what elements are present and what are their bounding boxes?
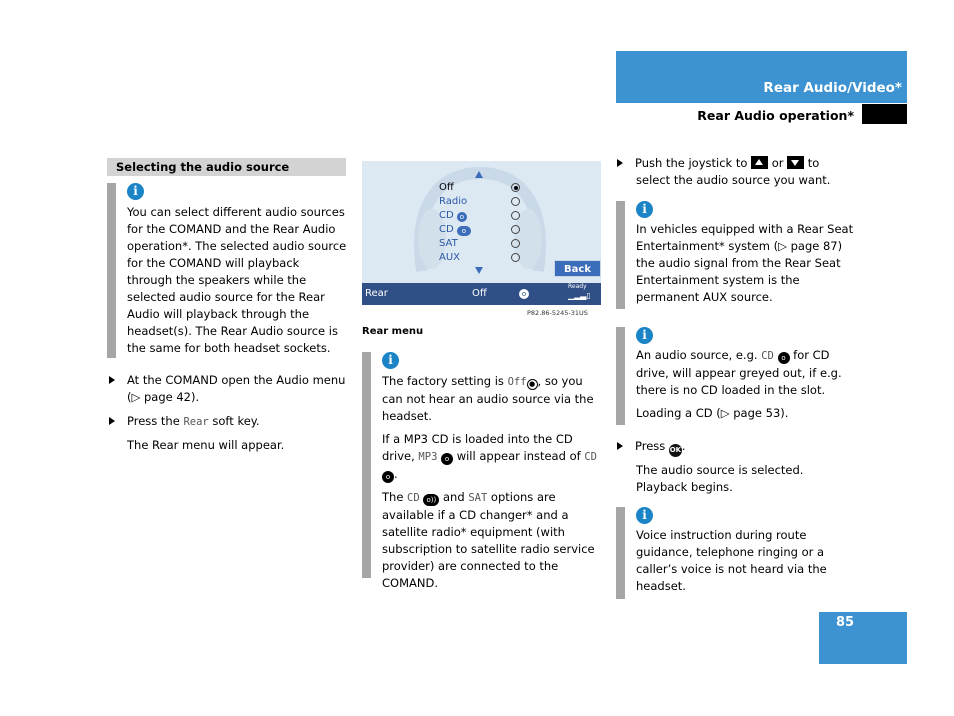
- info-box-rear-seat: [616, 201, 856, 309]
- cd-changer-icon: o)): [423, 494, 439, 506]
- status-value: Off: [472, 288, 487, 299]
- info-box-greyed-out: [616, 327, 856, 425]
- scroll-down-icon: [475, 267, 483, 274]
- cd-disc-icon: o: [382, 471, 394, 483]
- radio-radio[interactable]: [511, 197, 520, 206]
- bullet-arrow-icon: [109, 376, 115, 384]
- radio-cd-changer[interactable]: [511, 225, 520, 234]
- section-marker: [862, 104, 907, 124]
- figure-caption: Rear menu: [362, 326, 424, 337]
- menu-item-cd-changer[interactable]: CD o: [439, 223, 471, 236]
- ready-label: Ready: [568, 283, 587, 290]
- cd-icon: o: [457, 212, 467, 222]
- rear-softkey-label: Rear: [183, 416, 209, 428]
- bullet-arrow-icon: [617, 159, 623, 167]
- info-voice-text: Voice instruction during route guidance, telephone ringing or a caller’s voice is not heard via the headset.: [636, 528, 827, 593]
- info-box-factory-setting: [362, 352, 602, 590]
- info-box-audio-sources: [107, 183, 347, 358]
- loading-cd-ref: Loading a CD (▷ page 53).: [636, 406, 789, 420]
- bullet-arrow-icon: [617, 442, 623, 450]
- menu-item-radio[interactable]: Radio: [439, 196, 468, 207]
- radio-cd[interactable]: [511, 211, 520, 220]
- info-options-text: The CD o)) and SAT options are available if a CD changer* and a satellite radio* equipment (with subscription to satellite radio service provider) are connected to the COMAND.: [382, 490, 595, 590]
- radio-sat[interactable]: [511, 239, 520, 248]
- info-factory-text: The factory setting is Off ● , so you can not hear an audio source via the headset.: [382, 374, 594, 423]
- info-mp3-text: If a MP3 CD is loaded into the CD drive, MP3 o will appear instead of CD o .: [382, 432, 597, 481]
- section-title: Rear Audio operation*: [697, 108, 854, 123]
- info-rear-seat-text: In vehicles equipped with a Rear Seat Entertainment* system (▷ page 87) the audio signal from the Rear Seat Entertainment system is the permanent AUX source.: [636, 222, 854, 304]
- info-icon: i: [636, 201, 653, 218]
- back-button[interactable]: Back: [554, 260, 601, 277]
- info-icon: i: [127, 183, 144, 200]
- disc-icon: o: [519, 289, 529, 299]
- status-bar: [362, 283, 601, 305]
- status-label: Rear: [365, 288, 388, 299]
- menu-item-off[interactable]: Off: [439, 182, 454, 193]
- radio-selected-icon: ●: [527, 379, 538, 390]
- section-heading: Selecting the audio source: [107, 158, 346, 176]
- chapter-title: Rear Audio/Video*: [763, 80, 902, 96]
- info-icon: i: [636, 327, 653, 344]
- joystick-up-icon: [751, 156, 768, 169]
- bullet-arrow-icon: [109, 417, 115, 425]
- ok-button-icon: OK: [669, 444, 682, 457]
- signal-icon: ▁▂▃▯: [568, 291, 591, 300]
- step-press-ok: Press OK.: [617, 438, 857, 457]
- step-open-audio-menu: At the COMAND open the Audio menu (▷ page 42).: [109, 372, 349, 406]
- menu-item-sat[interactable]: SAT: [439, 238, 458, 249]
- joystick-down-icon: [787, 156, 804, 169]
- info-greyed-text: An audio source, e.g. CD o for CD drive, will appear greyed out, if e.g. there is no CD loaded in the slot.: [636, 348, 842, 397]
- press-result: The audio source is selected. Playback begins.: [636, 463, 804, 494]
- mp3-disc-icon: o: [441, 453, 453, 465]
- info-box-voice: [616, 507, 856, 599]
- radio-aux[interactable]: [511, 253, 520, 262]
- step-press-rear: Press the Rear soft key.: [109, 413, 349, 431]
- cd-changer-icon: o: [457, 226, 471, 236]
- menu-item-aux[interactable]: AUX: [439, 252, 461, 263]
- step-push-joystick: Push the joystick to or to select the audio source you want.: [617, 155, 857, 189]
- info-icon: i: [382, 352, 399, 369]
- info-icon: i: [636, 507, 653, 524]
- step-result: The Rear menu will appear.: [127, 438, 285, 452]
- page-number: 85: [835, 615, 855, 630]
- radio-off[interactable]: [511, 183, 520, 192]
- menu-item-cd[interactable]: CD o: [439, 209, 467, 222]
- cd-disc-icon: o: [778, 352, 790, 364]
- image-code: P82.86-5245-31US: [527, 309, 588, 317]
- info-text: You can select different audio sources for the COMAND and the Rear Audio operation*. The selected audio source for the COMAND will playback through the speakers while the selected audio source for the Rear Audio will playback through the headset(s). The Rear Audio source is the same for both headset sockets.: [127, 205, 347, 355]
